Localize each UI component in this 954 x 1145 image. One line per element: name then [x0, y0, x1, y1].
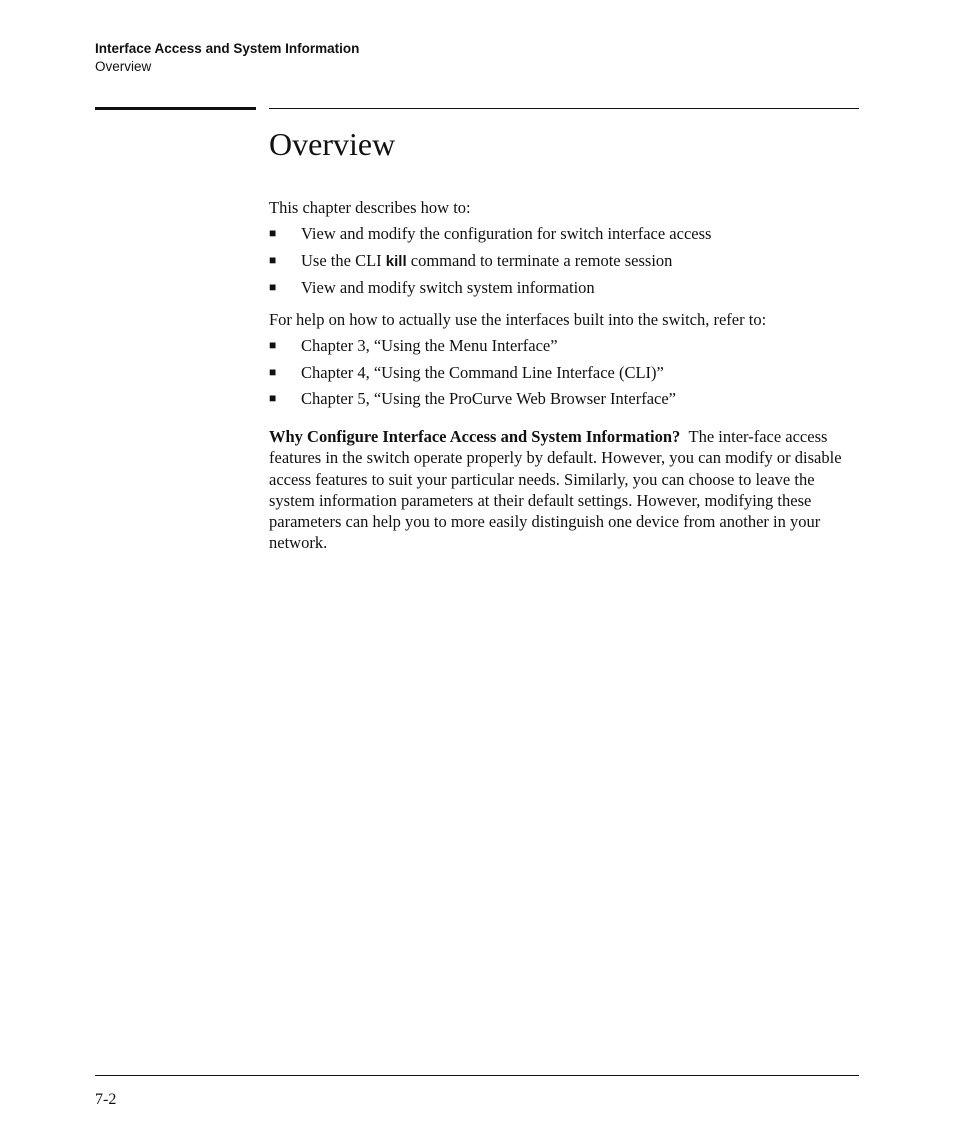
- square-bullet-icon: ■: [269, 364, 277, 379]
- page-title: Overview: [269, 126, 396, 162]
- square-bullet-icon: ■: [269, 338, 277, 352]
- running-header: [95, 40, 359, 76]
- list-item: [269, 362, 859, 383]
- chapter-references-list: [269, 335, 859, 409]
- header-section-title: Overview: [95, 59, 152, 74]
- list-item: [269, 223, 859, 244]
- body-column: [269, 197, 859, 554]
- help-paragraph: For help on how to actually use the interfaces built into the switch, refer to:: [269, 310, 767, 329]
- chapter-reference-link: Chapter 3, “Using the Menu Interface”: [301, 336, 558, 355]
- list-item: [269, 250, 859, 272]
- intro-paragraph: This chapter describes how to:: [269, 198, 471, 217]
- header-rule-thin: [269, 108, 859, 109]
- square-bullet-icon: ■: [269, 280, 277, 294]
- list-item: [269, 335, 859, 356]
- chapter-reference-link: Chapter 5, “Using the ProCurve Web Browser Interface”: [301, 389, 676, 408]
- why-configure-paragraph: [269, 426, 859, 554]
- why-configure-heading: Why Configure Interface Access and System Information?: [269, 427, 681, 446]
- chapter-topics-list: [269, 223, 859, 298]
- footer-rule: [95, 1075, 859, 1076]
- chapter-reference-link: Chapter 4, “Using the Command Line Interface (CLI)”: [301, 362, 664, 382]
- list-item-text-after: command to terminate a remote session: [406, 250, 673, 270]
- header-chapter-title: Interface Access and System Information: [95, 41, 360, 56]
- list-item: [269, 277, 859, 298]
- kill-command: kill: [385, 252, 407, 270]
- list-item-text: View and modify the configuration for switch interface access: [301, 224, 712, 243]
- header-rule-thick: [95, 107, 256, 110]
- list-item: [269, 388, 859, 409]
- square-bullet-icon: ■: [269, 252, 277, 267]
- square-bullet-icon: ■: [269, 226, 277, 240]
- why-configure-body: The inter-face access features in the switch operate properly by default. However, you can modify or disable access features to suit your particular needs. Similarly, you can choose to leave the system information parameters at their default settings. However, modifying these parameters can help you to more easily distinguish one device from another in your network.: [269, 427, 842, 553]
- square-bullet-icon: ■: [269, 391, 277, 405]
- page-number: 7-2: [95, 1091, 117, 1108]
- list-item-text: View and modify switch system information: [301, 278, 595, 297]
- list-item-text-before: Use the CLI: [301, 250, 386, 270]
